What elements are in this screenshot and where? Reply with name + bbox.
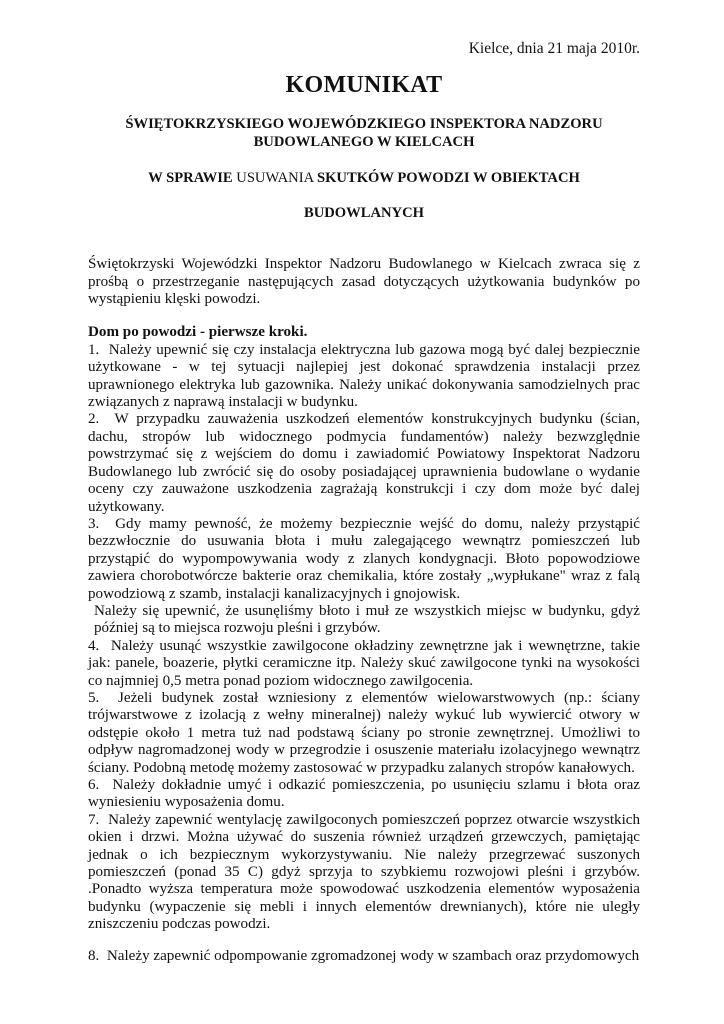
section-heading: Dom po powodzi - pierwsze kroki. — [88, 324, 308, 341]
list-item-number: 8. — [88, 947, 100, 964]
document-subject — [88, 169, 640, 187]
list-item-text: Należy dokładnie umyć i odkazić pomieszczenia, po usunięciu szlamu i błota oraz wyniesieniu wyposażenia domu. — [88, 777, 640, 811]
document-subtitle: ŚWIĘTOKRZYSKIEGO WOJEWÓDZKIEGO INSPEKTORA NADZORU BUDOWLANEGO W KIELCACH — [125, 115, 603, 150]
list-item-note — [88, 603, 640, 638]
document-subject-line-2: BUDOWLANYCH — [304, 204, 424, 221]
intro-paragraph: Świętokrzyski Wojewódzki Inspektor Nadzoru Budowlanego w Kielcach zwraca się z prośbą o przestrzeganie następujących zasad dotyczących użytkowania budynków po wystąpieniu klęski powodzi. — [88, 256, 640, 308]
list-item-text: Należy upewnić się czy instalacja elektryczna lub gazowa mogą być dalej bezpiecznie użytkowane - w tej sytuacji najlepiej jest dokonać sprawdzenia instalacji przez uprawnionego elektryka lub gazownika. Należy unikać dokonywania samodzielnych prac związanych z naprawą instalacji w budynku. — [88, 341, 641, 411]
list-item-text: Gdy mamy pewność, że możemy bezpiecznie wejść do domu, należy przystąpić bezzwłocznie do usuwania błota i mułu zalegającego wewnątrz pomieszczeń lub przystąpić do wypompowywania wody z zlanych kondygnacji. Błoto popowodziowe zawiera chorobotwórcze bakterie oraz chemikalia, które zostały „wypłukane" wraz z falą powodziową z szamb, instalacji kanalizacyjnych i gnojowisk. — [88, 515, 640, 602]
list-item-number: 3. — [88, 515, 100, 532]
list-item — [88, 948, 640, 965]
list-item — [88, 638, 640, 690]
list-item-number: 4. — [88, 637, 100, 654]
subject-part-1: W SPRAWIE — [148, 169, 233, 186]
list-item-text: Należy się upewnić, że usunęliśmy błoto i muł ze wszystkich miejsc w budynku, gdyż później są to miejsca rozwoju pleśni i grzybów. — [94, 602, 640, 637]
document-page — [88, 40, 640, 965]
list-item-number: 7. — [88, 811, 100, 828]
document-title: KOMUNIKAT — [285, 72, 443, 99]
list-item-text: Należy usunąć wszystkie zawilgocone okładziny zewnętrzne jak i wewnętrzne, takie jak: panele, boazerie, płytki ceramiczne itp. Należy skuć zawilgocone tynki na wysokości co najmniej 0,5 metra ponad poziom widocznego zawilgocenia. — [88, 637, 640, 689]
list-item-text: W przypadku zauważenia uszkodzeń elementów konstrukcyjnych budynku (ścian, dachu, stropów lub widocznego podmycia fundamentów) należy bezwzględnie powstrzymać się z wejściem do domu i zawiadomić Powiatowy Inspektorat Nadzoru Budowlanego lub zwrócić się do osoby posiadającej uprawnienia budowlane o wydanie oceny czy zauważone uszkodzenia zagrażają konstrukcji i czy dom może być dalej użytkowany. — [88, 411, 640, 515]
list-item-number: 2. — [88, 411, 100, 428]
list-item-number: 5. — [88, 689, 100, 706]
list-item — [88, 777, 640, 812]
list-item — [88, 690, 640, 777]
list-item-text: Jeżeli budynek został wzniesiony z elementów wielowarstwowych (np.: ściany trójwarstwowe z izolacją z wełny mineralnej) należy wykuć lub wywiercić otwory w odstępie około 1 metra tuż nad podstawą ściany po stronie zewnętrznej. Umożliwi to odpływ nagromadzonej wody w przegrodzie i osuszenie materiału izolacyjnego wewnątrz ściany. Podobną metodę możemy zastosować w przypadku zalanych stropów kanałowych. — [88, 689, 640, 776]
list-item — [88, 411, 640, 515]
list-item — [88, 342, 640, 412]
subject-part-3: SKUTKÓW POWODZI W OBIEKTACH — [316, 169, 580, 186]
list-item-number: 6. — [88, 777, 100, 793]
list-item — [88, 516, 640, 603]
subject-part-2: USUWANIA — [236, 169, 314, 186]
date-line: Kielce, dnia 21 maja 2010r. — [468, 40, 640, 57]
list-item-number: 1. — [88, 341, 100, 358]
list-item-text: Należy zapewnić odpompowanie zgromadzonej wody w szambach oraz przydomowych — [106, 947, 640, 964]
list-item-text: Należy zapewnić wentylację zawilgoconych pomieszczeń poprzez otwarcie wszystkich okien i drzwi. Można używać do suszenia również urządzeń grzewczych, pamiętając jednak o ich bezpiecznym wykorzystywaniu. Nie należy przegrzewać suszonych pomieszczeń (ponad 35 C) gdyż sprzyja to szybkiemu rozwojowi pleśni i grzybów. .Ponadto wyższa temperatura może spowodować uszkodzenia elementów wyposażenia budynku (wypaczenie się mebli i innych elementów drewnianych), które nie uległy zniszczeniu podczas powodzi. — [88, 811, 641, 933]
list-item — [88, 812, 640, 934]
